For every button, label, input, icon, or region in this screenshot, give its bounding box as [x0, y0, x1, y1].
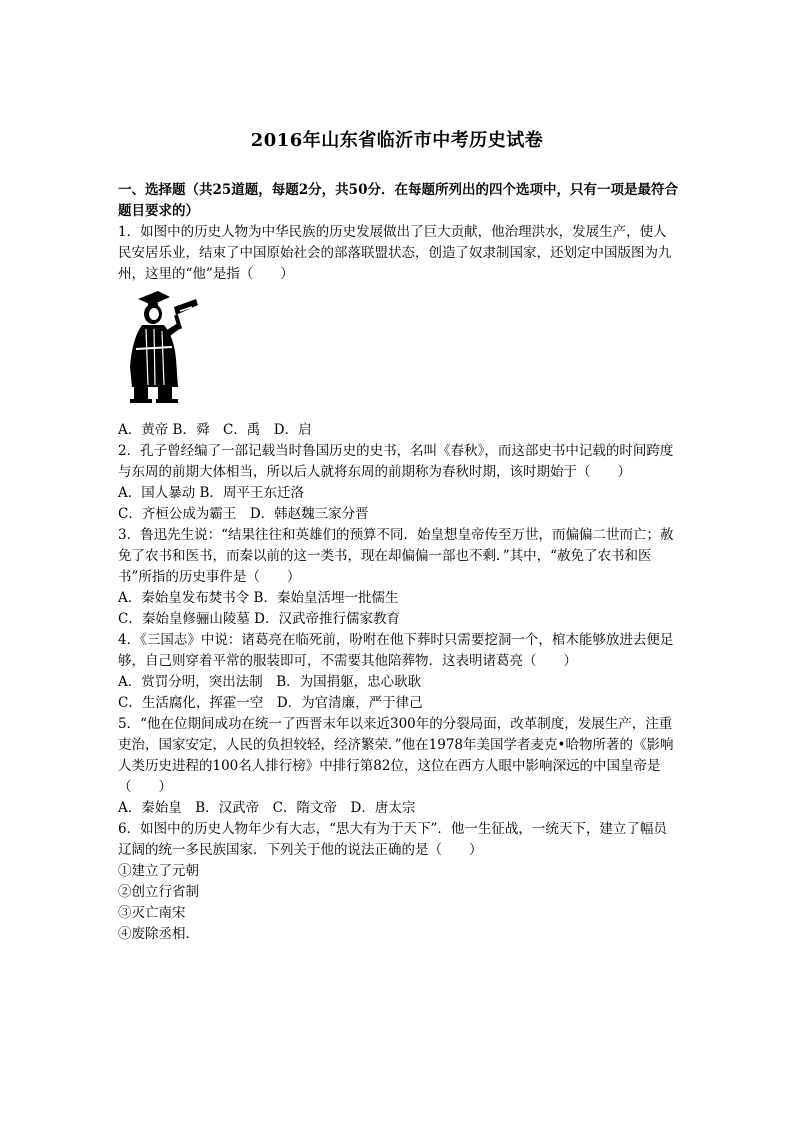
question-stem: 1．如图中的历史人物为中华民族的历史发展做出了巨大贡献，他治理洪水，发展生产，使人民安居乐业，结束了中国原始社会的部落联盟状态，创造了奴隶制国家，还划定中国版图为九州，这里的“他”是指（ ）	[118, 224, 672, 282]
question-6	[118, 819, 678, 945]
question-stem: 4．《三国志》中说：诸葛亮在临死前，吩咐在他下葬时只需要挖洞一个，棺木能够放进去便足够，自己则穿着平常的服装即可，不需要其他陪葬物．这表明诸葛亮（ ）	[118, 632, 674, 669]
answer-options: A．国人暴动 B．周平王东迁洛	[118, 485, 304, 501]
answer-options: C．秦始皇修骊山陵墓 D．汉武帝推行儒家教育	[118, 611, 400, 627]
answer-options: A．秦始皇发布焚书令 B．秦始皇活埋一批儒生	[118, 590, 399, 606]
question-stem: 5．“他在位期间成功在统一了西晋末年以来近300年的分裂局面，改革制度，发展生产，注重吏治，国家安定，人民的负担较轻，经济繁荣．”他在1978年美国学者麦克•哈物所著的《影响人类历史进程的100名人排行榜》中排行第82位，这位在西方人眼中影响深远的中国皇帝是（ ）	[118, 716, 674, 795]
yu-figure-image	[118, 289, 198, 407]
question-4	[118, 630, 678, 714]
statement-item: ③灭亡南宋	[118, 905, 186, 921]
question-5	[118, 714, 678, 819]
answer-options: A．秦始皇 B．汉武帝 C．隋文帝 D．唐太宗	[118, 800, 416, 816]
answer-options: C．齐桓公成为霸王 D．韩赵魏三家分晋	[118, 506, 369, 522]
question-1	[118, 222, 678, 441]
answer-options: A．黄帝 B．舜 C．禹 D．启	[118, 422, 312, 438]
answer-options: A．赏罚分明，突出法制 B．为国捐躯，忠心耿耿	[118, 674, 422, 690]
question-stem: 6．如图中的历史人物年少有大志，“思大有为于天下”．他一生征战，一统天下，建立了幅员辽阔的统一多民族国家．下列关于他的说法正确的是（ ）	[118, 821, 667, 858]
question-2	[118, 441, 678, 525]
question-stem: 2．孔子曾经编了一部记载当时鲁国历史的史书，名叫《春秋》，而这部史书中记载的时间跨度与东周的前期大体相当，所以后人就将东周的前期称为春秋时期，该时期始于（ ）	[118, 443, 674, 480]
question-3	[118, 525, 678, 630]
question-stem: 3．鲁迅先生说：“结果往往和英雄们的预算不同．始皇想皇帝传至万世，而偏偏二世而亡；赦免了农书和医书，而秦以前的这一类书，现在却偏偏一部也不剩．”其中，“赦免了农书和医书”所指的历史事件是（ ）	[118, 527, 674, 585]
exam-body	[118, 180, 678, 945]
page-title: 2016年山东省临沂市中考历史试卷	[250, 130, 544, 151]
answer-options: C．生活腐化，挥霍一空 D．为官清廉，严于律己	[118, 695, 423, 711]
statement-item: ②创立行省制	[118, 884, 199, 900]
statement-item: ④废除丞相．	[118, 926, 199, 942]
statement-item: ①建立了元朝	[118, 863, 199, 879]
section-heading: 一、选择题（共25道题，每题2分，共50分．在每题所列出的四个选项中，只有一项是最符合题目要求的）	[118, 182, 678, 219]
